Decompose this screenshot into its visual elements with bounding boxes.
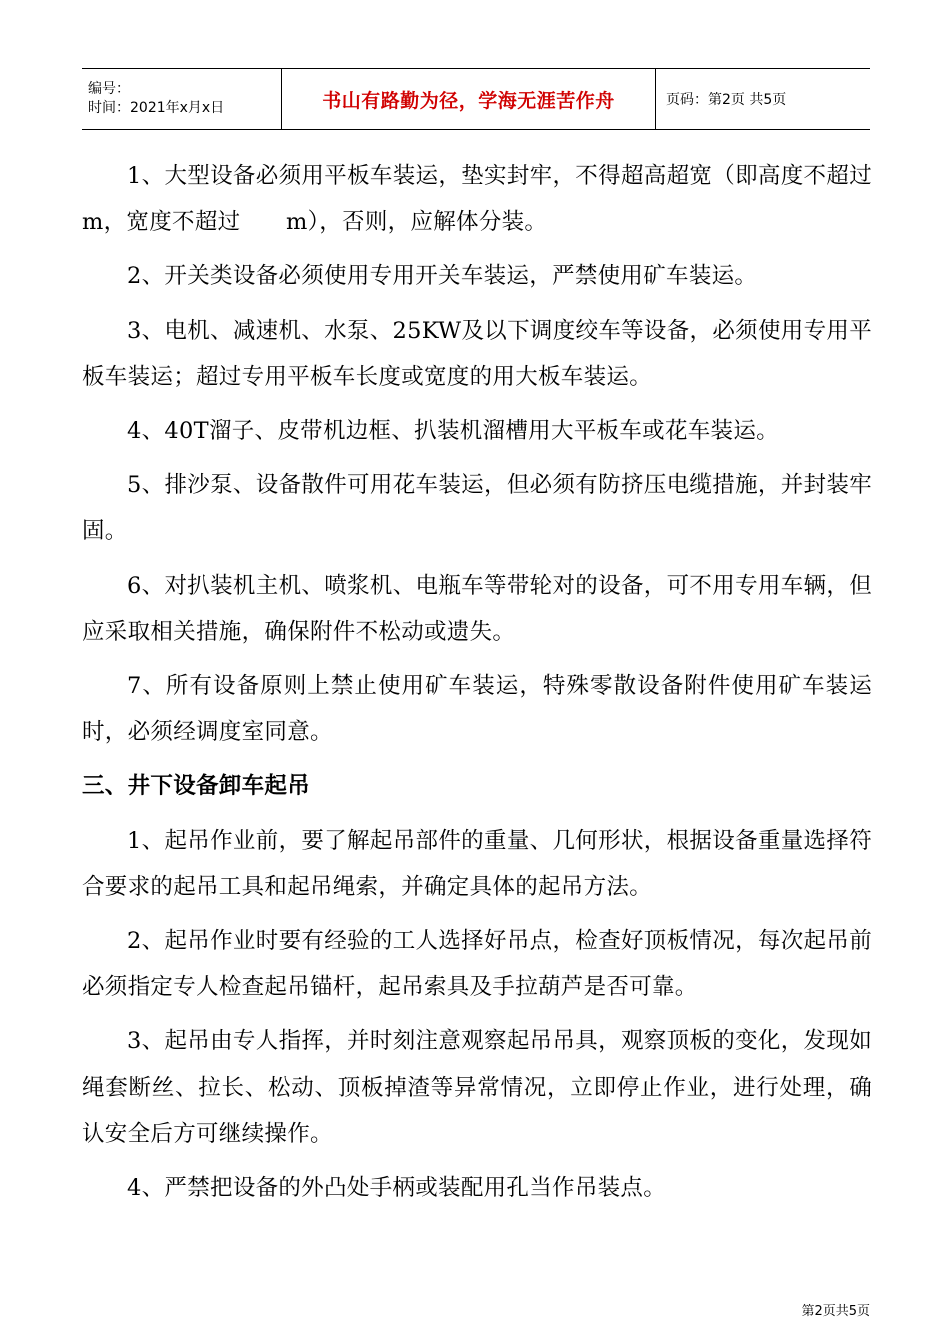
header-meta (82, 69, 282, 129)
paragraph: 3、电机、减速机、水泵、25KW及以下调度绞车等设备，必须使用专用平板车装运；超过专用平板车长度或宽度的用大板车装运。 (82, 317, 872, 390)
document-body (82, 153, 895, 1219)
header-number-label: 编号： (88, 81, 130, 97)
paragraph: 6、对扒装机主机、喷浆机、电瓶车等带轮对的设备，可不用专用车辆，但应采取相关措施，确保附件不松动或遗失。 (82, 572, 872, 645)
header-time-label: 时间：2021年x月x日 (88, 100, 225, 116)
paragraph: 1、起吊作业前，要了解起吊部件的重量、几何形状，根据设备重量选择符合要求的起吊工具和起吊绳索，并确定具体的起吊方法。 (82, 827, 872, 900)
paragraph: 1、大型设备必须用平板车装运，垫实封牢，不得超高超宽（即高度不超过 m，宽度不超过 m），否则，应解体分装。 (82, 163, 895, 236)
page-header (82, 68, 870, 130)
header-page-label: 页码：第2页 共5页 (666, 92, 787, 108)
header-motto: 书山有路勤为径，学海无涯苦作舟 (322, 89, 615, 112)
page-footer: 第2页共5页 (801, 1304, 870, 1319)
paragraph: 4、严禁把设备的外凸处手柄或装配用孔当作吊装点。 (127, 1175, 667, 1202)
section-heading: 三、井下设备卸车起吊 (82, 773, 311, 800)
paragraph: 5、排沙泵、设备散件可用花车装运，但必须有防挤压电缆措施，并封装牢固。 (82, 472, 872, 545)
paragraph: 2、起吊作业时要有经验的工人选择好吊点，检查好顶板情况，每次起吊前必须指定专人检查起吊锚杆，起吊索具及手拉葫芦是否可靠。 (82, 928, 872, 1001)
paragraph: 3、起吊由专人指挥，并时刻注意观察起吊吊具，观察顶板的变化，发现如绳套断丝、拉长、松动、顶板掉渣等异常情况，立即停止作业，进行处理，确认安全后方可继续操作。 (82, 1028, 872, 1147)
paragraph: 2、开关类设备必须使用专用开关车装运，严禁使用矿车装运。 (127, 263, 758, 290)
header-motto-cell (282, 69, 656, 129)
header-page-cell (656, 69, 870, 129)
paragraph: 7、所有设备原则上禁止使用矿车装运，特殊零散设备附件使用矿车装运时，必须经调度室同意。 (82, 673, 872, 746)
paragraph: 4、40T溜子、皮带机边框、扒装机溜槽用大平板车或花车装运。 (127, 418, 779, 445)
